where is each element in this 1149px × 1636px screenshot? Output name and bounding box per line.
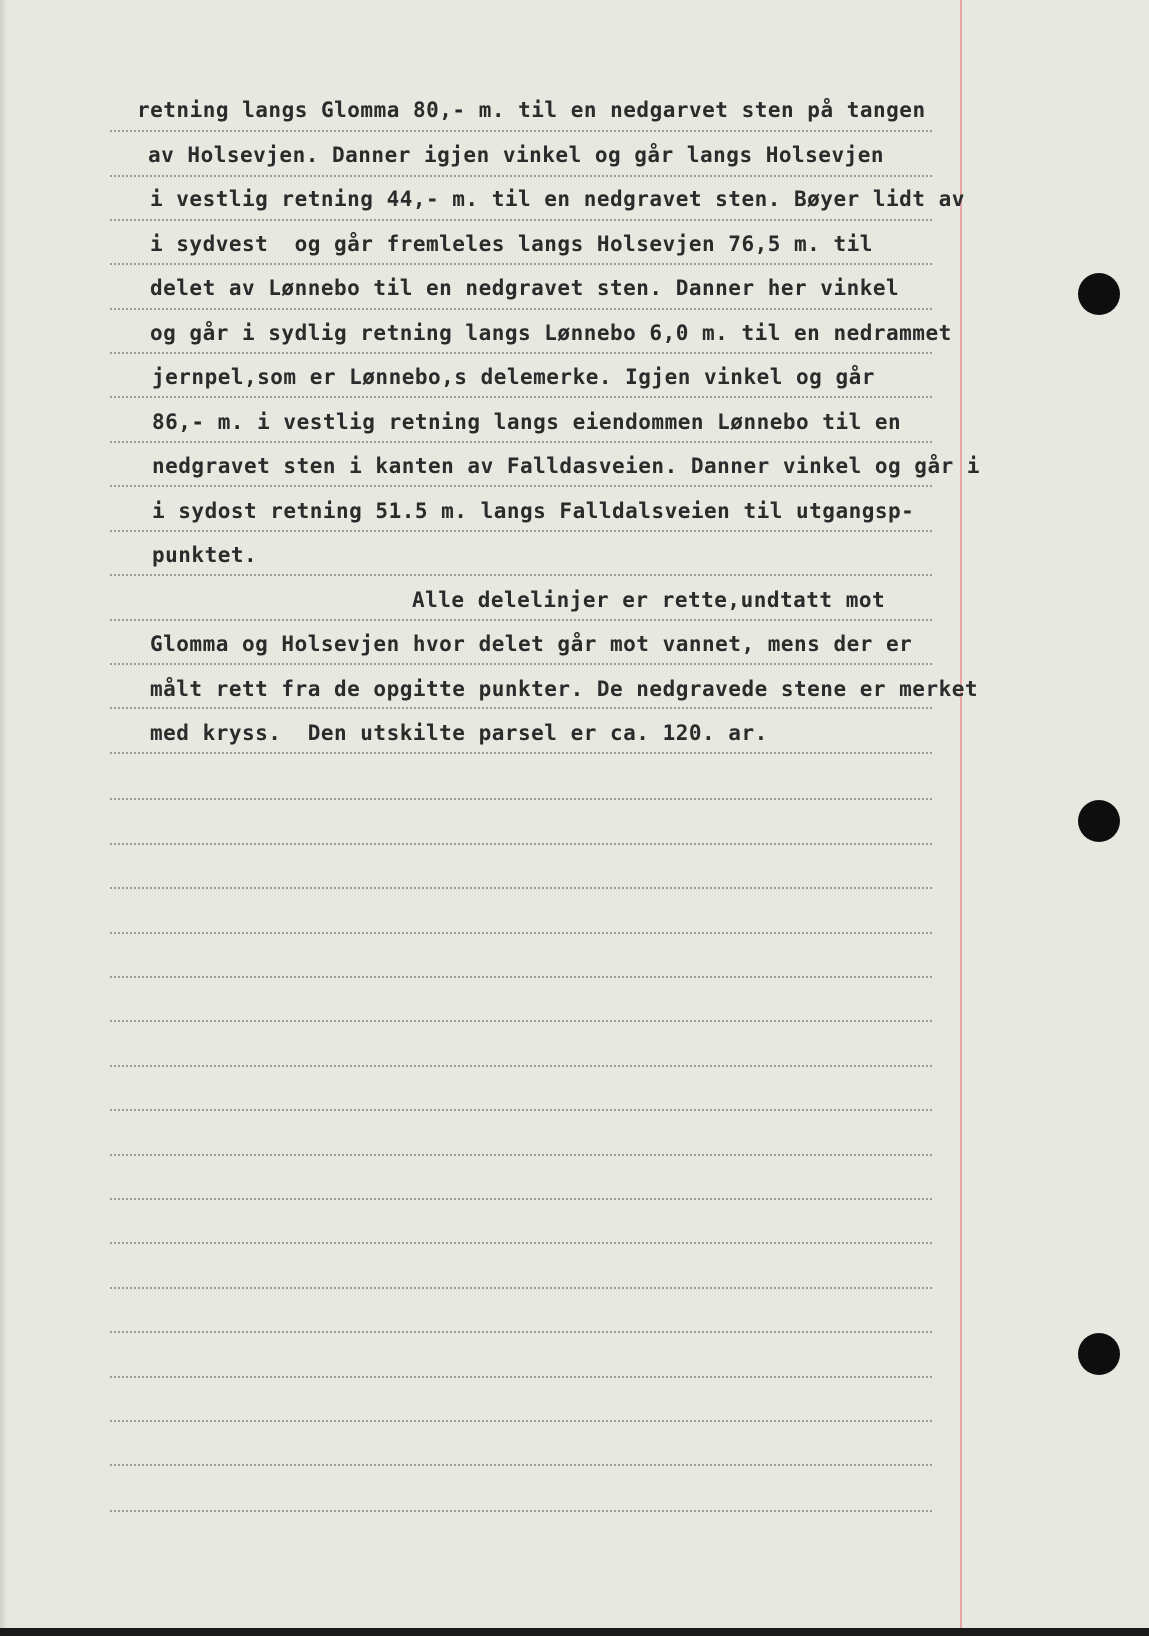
text-line: punktet.	[152, 543, 258, 567]
text-line: nedgravet sten i kanten av Falldasveien. Danner vinkel og går i	[152, 454, 981, 478]
margin-rule	[960, 0, 962, 1636]
text-line: i vestlig retning 44,- m. til en nedgravet sten. Bøyer lidt av	[150, 187, 965, 211]
ruled-line	[110, 1287, 932, 1289]
ruled-line	[110, 308, 932, 310]
ruled-line	[110, 574, 932, 576]
ruled-line	[110, 485, 932, 487]
ruled-line	[110, 932, 932, 934]
text-line: med kryss. Den utskilte parsel er ca. 120. ar.	[150, 721, 768, 745]
page-edge-shadow	[0, 0, 8, 1636]
punch-hole	[1078, 1333, 1120, 1375]
ruled-line	[110, 1376, 932, 1378]
text-line: i sydost retning 51.5 m. langs Falldalsveien til utgangsp-	[152, 499, 915, 523]
text-line: jernpel,som er Lønnebo,s delemerke. Igjen vinkel og går	[152, 365, 875, 389]
punch-hole	[1078, 273, 1120, 315]
ruled-line	[110, 1242, 932, 1244]
ruled-line	[110, 530, 932, 532]
text-line: og går i sydlig retning langs Lønnebo 6,0 m. til en nedrammet	[150, 321, 952, 345]
text-line: i sydvest og går fremleles langs Holsevjen 76,5 m. til	[150, 232, 873, 256]
ruled-line	[110, 175, 932, 177]
ruled-line	[110, 263, 932, 265]
ruled-line	[110, 707, 932, 709]
scan-bottom-edge	[0, 1628, 1149, 1636]
text-line: delet av Lønnebo til en nedgravet sten. Danner her vinkel	[150, 276, 900, 300]
text-line: 86,- m. i vestlig retning langs eiendommen Lønnebo til en	[152, 410, 902, 434]
text-line: retning langs Glomma 80,- m. til en nedgarvet sten på tangen	[137, 98, 926, 122]
ruled-line	[110, 1065, 932, 1067]
ruled-line	[110, 1154, 932, 1156]
ruled-line	[110, 1464, 932, 1466]
punch-hole	[1078, 800, 1120, 842]
ruled-line	[110, 798, 932, 800]
text-line: Glomma og Holsevjen hvor delet går mot vannet, mens der er	[150, 632, 913, 656]
ruled-line	[110, 1109, 932, 1111]
ruled-line	[110, 976, 932, 978]
ruled-line	[110, 843, 932, 845]
ruled-line	[110, 396, 932, 398]
ruled-line	[110, 130, 932, 132]
ruled-line	[110, 663, 932, 665]
ruled-line	[110, 887, 932, 889]
ruled-line	[110, 219, 932, 221]
text-line: av Holsevjen. Danner igjen vinkel og går langs Holsevjen	[148, 143, 885, 167]
ruled-line	[110, 1198, 932, 1200]
ruled-line	[110, 1510, 932, 1512]
text-line: Alle delelinjer er rette,undtatt mot	[412, 588, 886, 612]
ruled-line	[110, 1020, 932, 1022]
ruled-line	[110, 441, 932, 443]
ruled-line	[110, 752, 932, 754]
text-line: målt rett fra de opgitte punkter. De nedgravede stene er merket	[150, 677, 979, 701]
ruled-line	[110, 1331, 932, 1333]
ruled-line	[110, 619, 932, 621]
ruled-line	[110, 352, 932, 354]
ruled-line	[110, 1420, 932, 1422]
